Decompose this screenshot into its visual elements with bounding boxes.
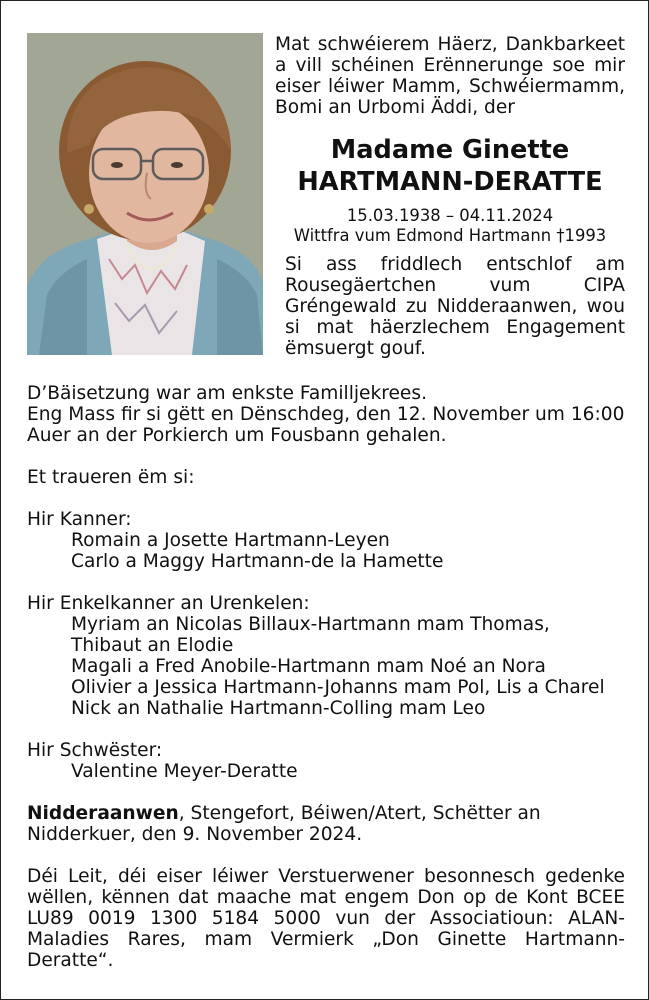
passing-line: ëmsuergt gouf. bbox=[285, 338, 426, 359]
portrait-photo bbox=[27, 33, 263, 355]
donation-line: LU89 0019 1300 5184 5000 vun der Associatioun: ALAN- bbox=[27, 908, 625, 929]
grandchild-entry: Nick an Nathalie Hartmann-Colling mam Leo bbox=[71, 698, 486, 719]
sister-heading: Hir Schwëster: bbox=[27, 740, 163, 761]
child-entry: Carlo a Maggy Hartmann-de la Hamette bbox=[71, 551, 444, 572]
grandchild-entry: Magali a Fred Anobile-Hartmann mam Noé an Nora bbox=[71, 656, 546, 677]
sister-entry: Valentine Meyer-Deratte bbox=[71, 761, 298, 782]
children-heading: Hir Kanner: bbox=[27, 509, 132, 530]
deceased-name bbox=[275, 134, 625, 198]
place-date-line: Nidderkuer, den 9. November 2024. bbox=[27, 824, 363, 845]
notice-body bbox=[27, 383, 625, 971]
donation-line: Deratte“. bbox=[27, 950, 114, 971]
life-dates-block bbox=[275, 206, 625, 246]
passing-line: Gréngewald zu Nidderaanwen, wou bbox=[285, 296, 625, 317]
grandchild-entry: Myriam an Nicolas Billaux-Hartmann mam Thomas, bbox=[71, 614, 550, 635]
donation-paragraph bbox=[27, 866, 625, 971]
widow-note: Wittfra vum Edmond Hartmann †1993 bbox=[293, 226, 607, 245]
intro-line: eiser léiwer Mamm, Schwéiermamm, bbox=[275, 76, 625, 97]
intro-line: Bomi an Urbomi Äddi, der bbox=[275, 97, 515, 118]
life-dates: 15.03.1938 – 04.11.2024 bbox=[346, 206, 554, 225]
place-line bbox=[27, 803, 625, 824]
grandchildren-heading: Hir Enkelkanner an Urenkelen: bbox=[27, 593, 310, 614]
place-name: Nidderaanwen bbox=[27, 803, 179, 824]
intro-line: a vill schéinen Erënnerunge soe mir bbox=[275, 55, 625, 76]
passing-paragraph bbox=[285, 254, 625, 359]
mourners-intro: Et traueren ëm si: bbox=[27, 467, 195, 488]
funeral-line: Auer an der Porkierch um Fousbann gehalen. bbox=[27, 425, 447, 446]
grandchild-entry: Thibaut an Elodie bbox=[71, 635, 234, 656]
name-title-line: Madame Ginette bbox=[330, 135, 570, 165]
funeral-line: Eng Mass fir si gëtt en Dënschdeg, den 12. November um 16:00 bbox=[27, 404, 625, 425]
intro-paragraph bbox=[275, 34, 625, 118]
donation-line: wëllen, kënnen dat maache mat engem Don op de Kont BCEE bbox=[27, 887, 625, 908]
name-surname-line: HARTMANN-DERATTE bbox=[297, 167, 603, 197]
grandchild-entry: Olivier a Jessica Hartmann-Johanns mam Pol, Lis a Charel bbox=[71, 677, 605, 698]
donation-line: Déi Leit, déi eiser léiwer Verstuerwener besonnesch gedenke bbox=[27, 866, 625, 887]
child-entry: Romain a Josette Hartmann-Leyen bbox=[71, 530, 390, 551]
portrait-illustration bbox=[27, 33, 263, 355]
intro-line: Mat schwéierem Häerz, Dankbarkeet bbox=[275, 34, 625, 55]
passing-line: Si ass friddlech entschlof am bbox=[285, 254, 625, 275]
place-others: , Stengefort, Béiwen/Atert, Schëtter an bbox=[178, 803, 541, 824]
passing-line: si mat häerzlechem Engagement bbox=[285, 317, 625, 338]
passing-line: Rousegäertchen vum CIPA bbox=[285, 275, 625, 296]
donation-line: Maladies Rares, mam Vermierk „Don Ginette Hartmann- bbox=[27, 929, 625, 950]
funeral-line: D’Bäisetzung war am enkste Familljekrees. bbox=[27, 383, 427, 404]
